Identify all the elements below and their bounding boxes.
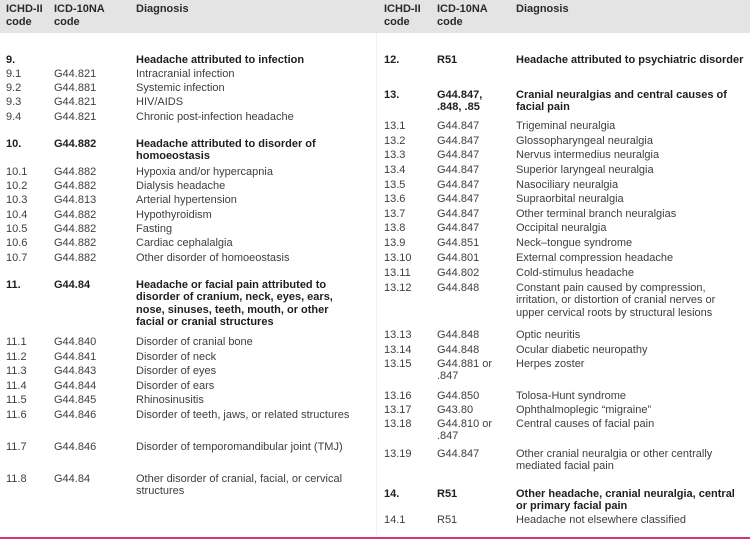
bottom-rule xyxy=(0,537,750,539)
icd10na-code: G44.882 xyxy=(54,180,97,192)
ichd-code: 13. xyxy=(384,89,400,101)
icd10na-code: G44.847 xyxy=(437,149,480,161)
diagnosis-text: Cardiac cephalalgia xyxy=(136,237,233,249)
diagnosis-text: Constant pain caused by compression, irritation, or distortion of cranial nerves or upper cervical roots by structural lesions xyxy=(516,282,716,319)
icd10na-code: G44.847 xyxy=(437,448,480,460)
diagnosis-text: Cranial neuralgias and central causes of facial pain xyxy=(516,89,727,114)
ichd-code: 13.9 xyxy=(384,237,406,249)
ichd-code: 14.1 xyxy=(384,514,406,526)
header-ichd-code-right: ICHD-II code xyxy=(384,3,421,28)
ichd-code: 13.16 xyxy=(384,390,412,402)
diagnosis-text: Chronic post-infection headache xyxy=(136,111,294,123)
ichd-code: 11.3 xyxy=(6,365,27,377)
icd10na-code: G44.821 xyxy=(54,96,97,108)
icd10na-code: G44.847 xyxy=(437,222,480,234)
icd10na-code: G44.847, .848, .85 xyxy=(437,89,483,114)
icd10na-code: G44.847 xyxy=(437,193,480,205)
icd10na-code: G44.881 xyxy=(54,82,97,94)
diagnosis-text: Disorder of neck xyxy=(136,351,217,363)
ichd-code: 9.3 xyxy=(6,96,22,108)
icd10na-code: G44.882 xyxy=(54,138,97,150)
icd10na-code: G44.850 xyxy=(437,390,480,402)
ichd-code: 10.1 xyxy=(6,166,28,178)
diagnosis-text: Tolosa-Hunt syndrome xyxy=(516,390,627,402)
icd10na-code: G44.882 xyxy=(54,223,97,235)
ichd-code: 13.4 xyxy=(384,164,406,176)
icd10na-code: G44.847 xyxy=(437,135,480,147)
header-icd-code: ICD-10NA code xyxy=(54,3,105,28)
icd10na-code: G44.810 or .847 xyxy=(437,418,493,443)
ichd-code: 13.3 xyxy=(384,149,406,161)
icd10na-code: G44.821 xyxy=(54,68,97,80)
icd10na-code: G44.851 xyxy=(437,237,480,249)
diagnosis-text: Headache not elsewhere classified xyxy=(516,514,686,526)
ichd-code: 13.1 xyxy=(384,120,406,132)
icd10na-code: G44.847 xyxy=(437,208,480,220)
ichd-code: 9. xyxy=(6,54,16,66)
column-divider xyxy=(376,33,377,537)
ichd-code: 13.10 xyxy=(384,252,412,264)
icd10na-code: G44.847 xyxy=(437,120,480,132)
ichd-code: 10.3 xyxy=(6,194,28,206)
ichd-code: 11. xyxy=(6,279,21,291)
icd10na-code: G44.801 xyxy=(437,252,480,264)
ichd-code: 13.17 xyxy=(384,404,412,416)
ichd-code: 10.7 xyxy=(6,252,28,264)
icd10na-code: R51 xyxy=(437,514,458,526)
ichd-code: 13.6 xyxy=(384,193,406,205)
ichd-code: 14. xyxy=(384,488,400,500)
icd10na-code: G44.881 or .847 xyxy=(437,358,493,383)
icd10na-code: G44.882 xyxy=(54,252,97,264)
diagnosis-text: Rhinosinusitis xyxy=(136,394,204,406)
diagnosis-text: Cold-stimulus headache xyxy=(516,267,635,279)
ichd-code: 11.5 xyxy=(6,394,27,406)
icd10na-code: G44.882 xyxy=(54,209,97,221)
icd10na-code: G44.846 xyxy=(54,441,97,453)
diagnosis-text: Nasociliary neuralgia xyxy=(516,179,619,191)
ichd-code: 10.6 xyxy=(6,237,28,249)
diagnosis-text: Ocular diabetic neuropathy xyxy=(516,344,648,356)
diagnosis-text: Dialysis headache xyxy=(136,180,226,192)
ichd-code: 9.4 xyxy=(6,111,22,123)
ichd-code: 13.12 xyxy=(384,282,412,294)
icd10na-code: G44.848 xyxy=(437,344,480,356)
diagnosis-text: Headache attributed to infection xyxy=(136,54,305,66)
ichd-code: 10. xyxy=(6,138,22,150)
diagnosis-text: Glossopharyngeal neuralgia xyxy=(516,135,653,147)
icd10na-code: G44.84 xyxy=(54,279,91,291)
icd10na-code: G44.802 xyxy=(437,267,480,279)
ichd-code: 13.14 xyxy=(384,344,412,356)
ichd-code: 13.15 xyxy=(384,358,412,370)
icd10na-code: G44.841 xyxy=(54,351,97,363)
icd10na-code: G44.844 xyxy=(54,380,97,392)
ichd-code: 13.2 xyxy=(384,135,406,147)
ichd-code: 13.8 xyxy=(384,222,406,234)
ichd-code: 11.1 xyxy=(6,336,27,348)
icd10na-code: G44.847 xyxy=(437,179,480,191)
diagnosis-text: Superior laryngeal neuralgia xyxy=(516,164,654,176)
header-icd-code-right: ICD-10NA code xyxy=(437,3,488,28)
ichd-code: 12. xyxy=(384,54,400,66)
diagnosis-text: Ophthalmoplegic “migraine” xyxy=(516,404,652,416)
icd10na-code: G44.821 xyxy=(54,111,97,123)
diagnosis-text: Neck–tongue syndrome xyxy=(516,237,633,249)
header-ichd-code: ICHD-II code xyxy=(6,3,43,28)
ichd-code: 11.7 xyxy=(6,441,27,453)
diagnosis-text: Headache attributed to psychiatric disorder xyxy=(516,54,744,66)
diagnosis-text: Intracranial infection xyxy=(136,68,235,80)
ichd-code: 10.4 xyxy=(6,209,28,221)
diagnosis-text: Nervus intermedius neuralgia xyxy=(516,149,660,161)
header-diagnosis: Diagnosis xyxy=(136,3,189,15)
ichd-code: 13.19 xyxy=(384,448,412,460)
diagnosis-text: External compression headache xyxy=(516,252,674,264)
ichd-code: 9.1 xyxy=(6,68,22,80)
diagnosis-text: Disorder of cranial bone xyxy=(136,336,253,348)
diagnosis-text: Other headache, cranial neuralgia, central or primary facial pain xyxy=(516,488,735,513)
icd10na-code: G44.882 xyxy=(54,166,97,178)
ichd-code: 11.8 xyxy=(6,473,27,485)
diagnosis-text: Headache or facial pain attributed to disorder of cranium, neck, eyes, ears, nose, sinuses, teeth, mouth, or other facial or cranial structures xyxy=(136,279,333,329)
icd10na-code: G44.84 xyxy=(54,473,91,485)
diagnosis-text: HIV/AIDS xyxy=(136,96,184,108)
diagnosis-text: Other cranial neuralgia or other centrally mediated facial pain xyxy=(516,448,713,473)
diagnosis-text: Fasting xyxy=(136,223,173,235)
icd10na-code: G44.840 xyxy=(54,336,97,348)
diagnosis-text: Systemic infection xyxy=(136,82,225,94)
diagnosis-text: Optic neuritis xyxy=(516,329,581,341)
icd10na-code: G43.80 xyxy=(437,404,474,416)
ichd-code: 11.4 xyxy=(6,380,27,392)
diagnosis-text: Disorder of teeth, jaws, or related structures xyxy=(136,409,350,421)
ichd-code: 11.6 xyxy=(6,409,27,421)
icd10na-code: G44.848 xyxy=(437,329,480,341)
icd10na-code: G44.882 xyxy=(54,237,97,249)
diagnosis-text: Disorder of ears xyxy=(136,380,215,392)
diagnosis-text: Occipital neuralgia xyxy=(516,222,607,234)
diagnosis-text: Other disorder of homoeostasis xyxy=(136,252,290,264)
ichd-code: 13.7 xyxy=(384,208,406,220)
icd10na-code: G44.813 xyxy=(54,194,97,206)
diagnosis-text: Arterial hypertension xyxy=(136,194,237,206)
diagnosis-text: Herpes zoster xyxy=(516,358,585,370)
diagnosis-text: Central causes of facial pain xyxy=(516,418,655,430)
ichd-code: 10.2 xyxy=(6,180,28,192)
ichd-code: 13.11 xyxy=(384,267,411,279)
header-diagnosis-right: Diagnosis xyxy=(516,3,569,15)
icd10na-code: G44.847 xyxy=(437,164,480,176)
ichd-code: 13.13 xyxy=(384,329,412,341)
diagnosis-text: Disorder of eyes xyxy=(136,365,217,377)
icd10na-code: R51 xyxy=(437,54,458,66)
diagnosis-text: Disorder of temporomandibular joint (TMJ) xyxy=(136,441,343,453)
ichd-code: 9.2 xyxy=(6,82,22,94)
diagnosis-text: Other disorder of cranial, facial, or cervical structures xyxy=(136,473,343,498)
icd10na-code: G44.845 xyxy=(54,394,97,406)
ichd-code: 11.2 xyxy=(6,351,27,363)
icd10na-code: R51 xyxy=(437,488,458,500)
diagnosis-text: Hypothyroidism xyxy=(136,209,212,221)
diagnosis-text: Hypoxia and/or hypercapnia xyxy=(136,166,273,178)
diagnosis-text: Trigeminal neuralgia xyxy=(516,120,616,132)
diagnosis-text: Headache attributed to disorder of homoeostasis xyxy=(136,138,316,163)
ichd-code: 13.5 xyxy=(384,179,406,191)
diagnosis-text: Other terminal branch neuralgias xyxy=(516,208,677,220)
diagnosis-text: Supraorbital neuralgia xyxy=(516,193,624,205)
ichd-code: 10.5 xyxy=(6,223,28,235)
icd10na-code: G44.843 xyxy=(54,365,97,377)
icd10na-code: G44.848 xyxy=(437,282,480,294)
icd10na-code: G44.846 xyxy=(54,409,97,421)
ichd-code: 13.18 xyxy=(384,418,412,430)
